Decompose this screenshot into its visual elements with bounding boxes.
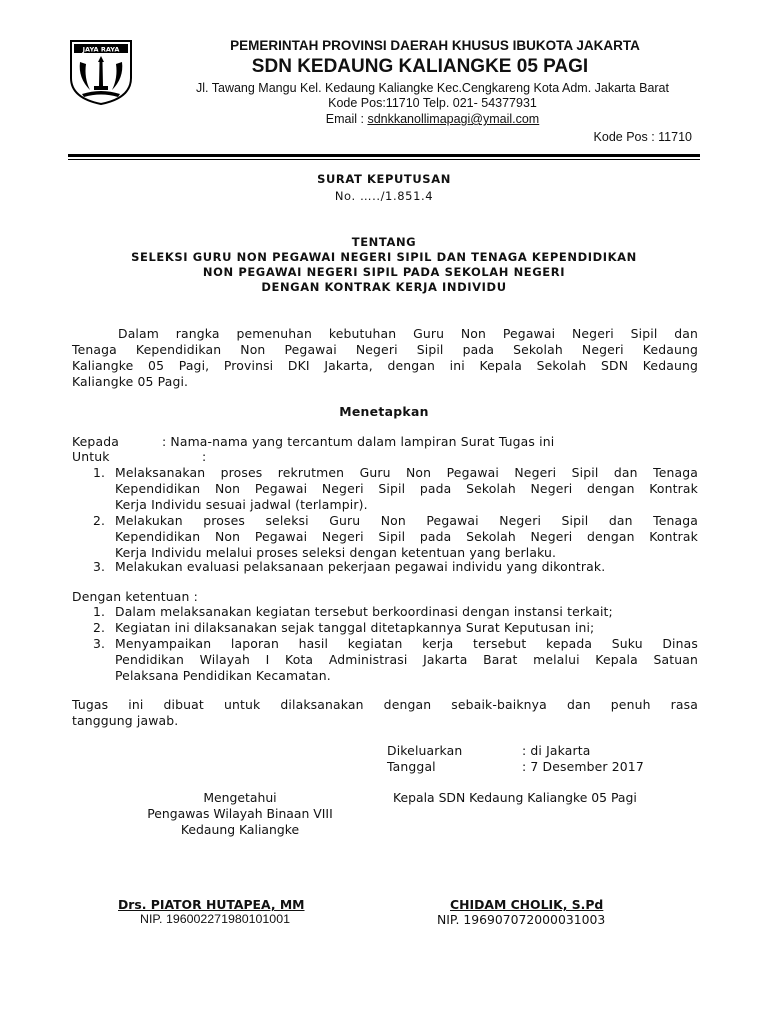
ketentuan-item-3 [93,636,698,684]
list-item-line: Melaksanakan proses rekrutmen Guru Non Pegawai Negeri Sipil dan Tenaga [115,465,698,480]
address-line-1: Jl. Tawang Mangu Kel. Kedaung Kaliangke Kec.Cengkareng Kota Adm. Jakarta Barat [196,81,669,95]
menetapkan-heading: Menetapkan [339,404,429,419]
issued-date-value: : 7 Desember 2017 [522,759,644,774]
address-line-2: Kode Pos:11710 Telp. 021- 54377931 [328,96,537,110]
list-item-line: Pendidikan Wilayah I Kota Administrasi Jakarta Barat melalui Kepala Satuan [115,652,698,667]
list-item-line: Melakukan evaluasi pelaksanaan pekerjaan pegawai individu yang dikontrak. [115,559,606,574]
issued-date-row [387,759,707,775]
left-signatory-role [90,790,390,838]
closing-line: tanggung jawab. [72,713,179,728]
letterhead-rule-thick [68,154,700,157]
untuk-value: : [202,449,207,464]
preamble-line: Kaliangke 05 Pagi, Provinsi DKI Jakarta, dengan ini Kepala Sekolah SDN Kedaung [72,358,698,373]
role-line: Mengetahui [203,790,277,805]
right-signatory-role: Kepala SDN Kedaung Kaliangke 05 Pagi [393,790,637,805]
ketentuan-item-2 [93,620,698,636]
issued-date-label: Tanggal [387,759,436,774]
email-label: Email : [325,112,368,126]
untuk-item-1 [93,465,698,513]
untuk-label: Untuk [72,449,110,464]
right-signatory-name: CHIDAM CHOLIK, S.Pd [450,897,604,912]
role-line: Pengawas Wilayah Binaan VIII [147,806,333,821]
decree-title: SURAT KEPUTUSAN [317,172,451,186]
school-name: SDN KEDAUNG KALIANGKE 05 PAGI [251,56,589,77]
kepada-label: Kepada [72,434,119,449]
kepada-value: : Nama-nama yang tercantum dalam lampiran Surat Tugas ini [162,434,555,449]
issued-place-label: Dikeluarkan [387,743,463,758]
list-number: 1. [93,465,106,480]
list-number: 2. [93,513,106,528]
left-signatory-nip: NIP. 196002271980101001 [140,912,290,926]
list-number: 1. [93,604,106,619]
list-number: 3. [93,559,106,574]
closing-paragraph [72,697,698,729]
decree-subject-line-3: DENGAN KONTRAK KERJA INDIVIDU [261,280,507,294]
decree-about: TENTANG [351,235,417,249]
closing-line: Tugas ini dibuat untuk dilaksanakan dengan sebaik-baiknya dan penuh rasa [72,697,698,712]
svg-text:JAYA RAYA: JAYA RAYA [82,45,120,54]
decree-number: No. …../1.851.4 [334,189,434,203]
postal-code: Kode Pos : 11710 [593,130,692,144]
list-item-line: Kerja Individu melalui proses seleksi dengan ketentuan yang berlaku. [115,545,557,560]
jakarta-emblem-logo [68,38,134,106]
list-number: 2. [93,620,106,635]
issued-place-row [387,743,707,759]
left-signatory-name: Drs. PIATOR HUTAPEA, MM [118,897,305,912]
list-number: 3. [93,636,106,651]
preamble-line: Kaliangke 05 Pagi. [72,374,189,389]
government-title: PEMERINTAH PROVINSI DAERAH KHUSUS IBUKOTA JAKARTA [230,38,640,53]
issued-place-value: : di Jakarta [522,743,591,758]
decree-subject-line-2: NON PEGAWAI NEGERI SIPIL PADA SEKOLAH NEGERI [202,265,566,279]
untuk-item-3 [93,559,698,575]
list-item-line: Kerja Individu sesuai jadwal (terlampir). [115,497,368,512]
ketentuan-item-1 [93,604,698,620]
list-item-line: Kependidikan Non Pegawai Negeri Sipil pada Sekolah Negeri dengan Kontrak [115,481,698,496]
preamble-line: Tenaga Kependidikan Non Pegawai Negeri Sipil pada Sekolah Negeri Kedaung [72,342,698,357]
ketentuan-label: Dengan ketentuan : [72,589,198,604]
untuk-row [72,449,698,465]
untuk-item-2 [93,513,698,561]
preamble-line: Dalam rangka pemenuhan kebutuhan Guru Non Pegawai Negeri Sipil dan [118,326,698,341]
email-link[interactable]: sdnkkanollimapagi@ymail.com [367,112,540,126]
role-line: Kedaung Kaliangke [180,822,300,837]
list-item-line: Melakukan proses seleksi Guru Non Pegawai Negeri Sipil dan Tenaga [115,513,698,528]
list-item-line: Kegiatan ini dilaksanakan sejak tanggal ditetapkannya Surat Keputusan ini; [115,620,595,635]
letterhead-rule-thin [68,159,700,160]
list-item-line: Pelaksana Pendidikan Kecamatan. [115,668,331,683]
kepada-row [72,434,698,450]
right-signatory-nip: NIP. 196907072000031003 [437,912,606,927]
list-item-line: Kependidikan Non Pegawai Negeri Sipil pada Sekolah Negeri dengan Kontrak [115,529,698,544]
decree-subject-line-1: SELEKSI GURU NON PEGAWAI NEGERI SIPIL DAN TENAGA KEPENDIDIKAN [131,250,637,264]
preamble-paragraph [72,326,698,390]
list-item-line: Dalam melaksanakan kegiatan tersebut berkoordinasi dengan instansi terkait; [115,604,613,619]
list-item-line: Menyampaikan laporan hasil kegiatan kerja tersebut kepada Suku Dinas [115,636,698,651]
email-line [140,112,725,126]
